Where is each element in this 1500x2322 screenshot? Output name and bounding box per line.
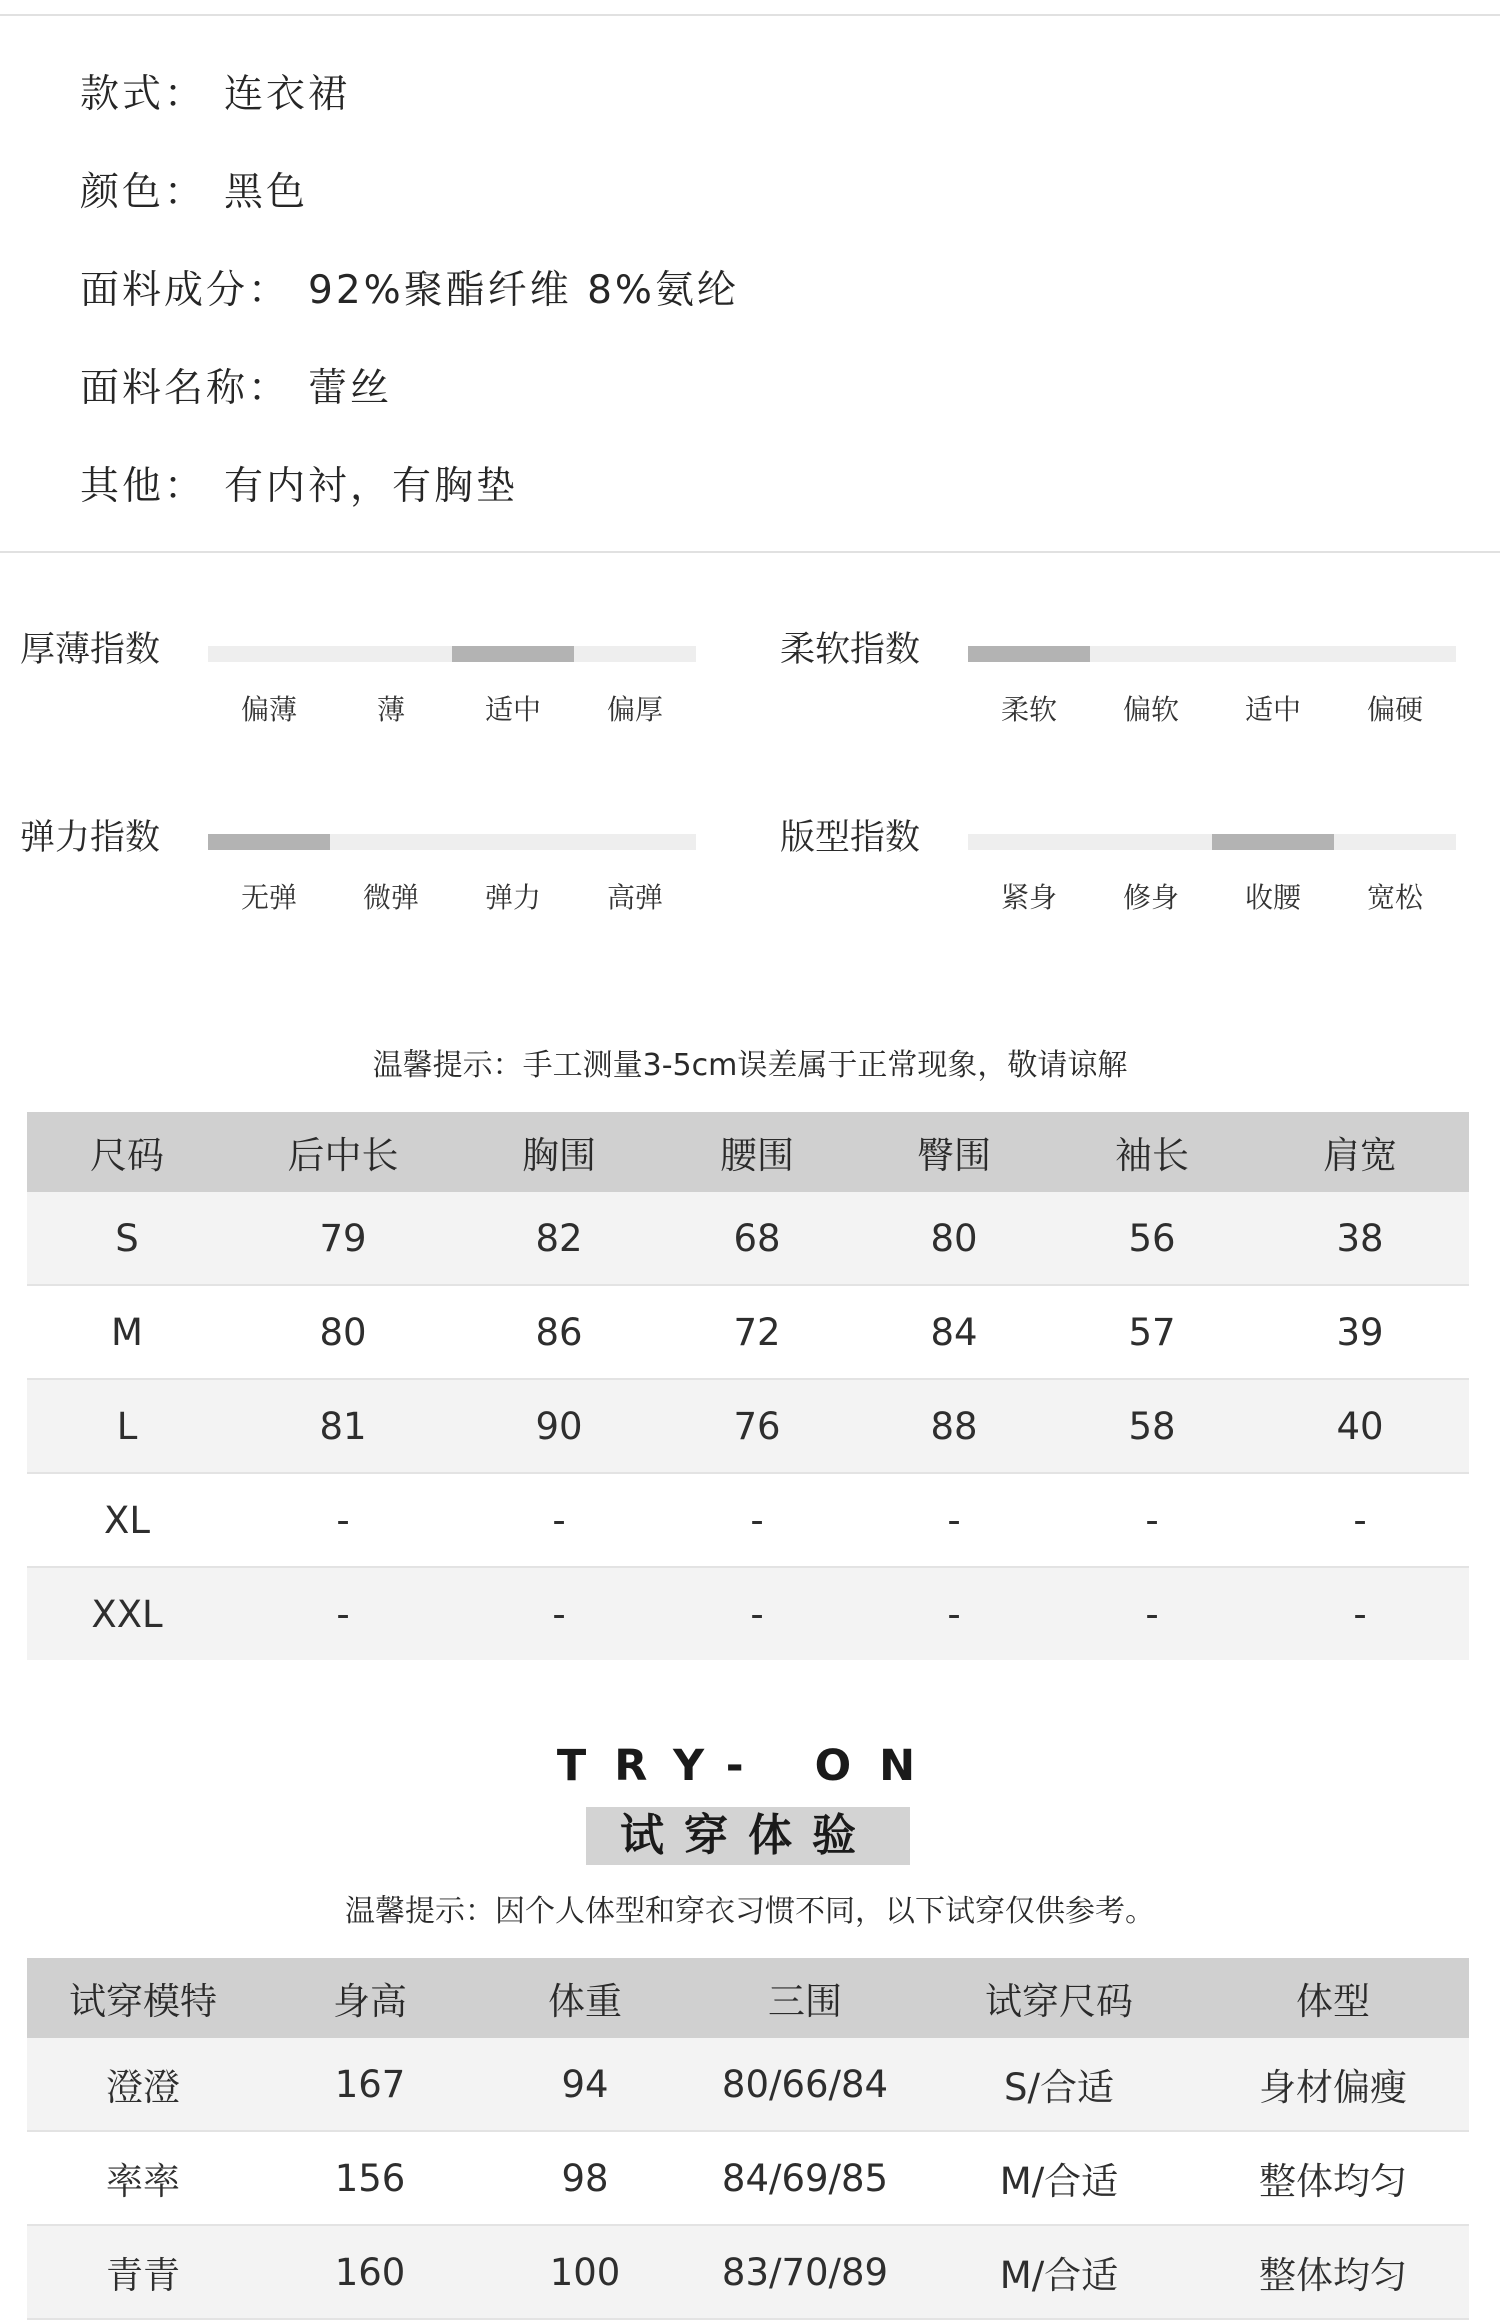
table-cell: 94 (481, 2038, 689, 2131)
table-row (27, 2131, 1469, 2225)
index-bar-fill (452, 646, 574, 662)
table-cell: L (27, 1379, 227, 1473)
index-option: 无弹 (240, 881, 298, 914)
table-cell: - (227, 1567, 459, 1660)
column-header: 袖长 (1053, 1112, 1251, 1192)
index-bar-fill (208, 834, 330, 850)
attr-color: 颜色： 黑色 (80, 170, 309, 215)
table-cell: 84/69/85 (689, 2131, 921, 2225)
index-option: 收腰 (1244, 881, 1302, 914)
table-cell: 86 (459, 1285, 659, 1379)
table-cell: 80 (855, 1192, 1053, 1285)
table-cell: 81 (227, 1379, 459, 1473)
index-option: 偏硬 (1366, 693, 1424, 726)
table-cell: XXL (27, 1567, 227, 1660)
table-cell: 90 (459, 1379, 659, 1473)
table-cell: 82 (459, 1192, 659, 1285)
table-cell: 68 (659, 1192, 855, 1285)
table-row (27, 2225, 1469, 2319)
column-header: 体重 (481, 1958, 689, 2038)
table-cell: 38 (1251, 1192, 1469, 1285)
table-cell: 58 (1053, 1379, 1251, 1473)
table-row (27, 1192, 1469, 1285)
table-cell: 84 (855, 1285, 1053, 1379)
table-cell: 167 (259, 2038, 481, 2131)
table-row (27, 1379, 1469, 1473)
top-divider (0, 14, 1500, 16)
column-header: 肩宽 (1251, 1112, 1469, 1192)
attr-composition: 面料成分： 92%聚酯纤维 8%氨纶 (80, 268, 739, 313)
table-cell: 88 (855, 1379, 1053, 1473)
table-cell: - (659, 1473, 855, 1567)
index-option: 偏薄 (240, 693, 298, 726)
attr-other: 其他： 有内衬，有胸垫 (80, 464, 519, 509)
table-cell: - (855, 1567, 1053, 1660)
index-bar-fill (968, 646, 1090, 662)
column-header: 尺码 (27, 1112, 227, 1192)
column-header: 胸围 (459, 1112, 659, 1192)
index-label: 版型指数 (780, 818, 921, 858)
table-cell: - (1053, 1567, 1251, 1660)
table-cell: 整体均匀 (1197, 2131, 1469, 2225)
index-option: 适中 (484, 693, 542, 726)
table-cell: M/合适 (921, 2131, 1197, 2225)
table-cell: 79 (227, 1192, 459, 1285)
index-label: 柔软指数 (780, 630, 921, 670)
index-option: 偏厚 (606, 693, 664, 726)
table-cell: 160 (259, 2225, 481, 2319)
table-cell: 100 (481, 2225, 689, 2319)
table-cell: M (27, 1285, 227, 1379)
table-row (27, 2038, 1469, 2131)
table-cell: S/合适 (921, 2038, 1197, 2131)
index-bar (208, 834, 696, 850)
table-cell: 39 (1251, 1285, 1469, 1379)
index-option: 柔软 (1000, 693, 1058, 726)
index-option: 宽松 (1366, 881, 1424, 914)
index-bar (968, 834, 1456, 850)
table-cell: - (459, 1473, 659, 1567)
table-cell: - (459, 1567, 659, 1660)
column-header: 试穿尺码 (921, 1958, 1197, 2038)
size-table-header (27, 1112, 1469, 1192)
table-cell: 72 (659, 1285, 855, 1379)
table-cell: - (659, 1567, 855, 1660)
index-option: 微弹 (362, 881, 420, 914)
table-cell: 40 (1251, 1379, 1469, 1473)
tryon-table (27, 1958, 1469, 2320)
attr-style: 款式： 连衣裙 (80, 72, 351, 117)
table-cell: - (1251, 1567, 1469, 1660)
index-bar-fill (1212, 834, 1334, 850)
table-cell: S (27, 1192, 227, 1285)
column-header: 腰围 (659, 1112, 855, 1192)
section-divider (0, 551, 1500, 553)
table-row (27, 1567, 1469, 1660)
column-header: 臀围 (855, 1112, 1053, 1192)
table-cell: - (1053, 1473, 1251, 1567)
product-attributes (80, 62, 739, 552)
table-cell: 率率 (27, 2131, 259, 2225)
table-cell: 80 (227, 1285, 459, 1379)
table-cell: - (227, 1473, 459, 1567)
table-cell: XL (27, 1473, 227, 1567)
index-bar (208, 646, 696, 662)
index-option: 薄 (376, 693, 406, 726)
attr-fabric-name: 面料名称： 蕾丝 (80, 366, 393, 411)
table-cell: 青青 (27, 2225, 259, 2319)
column-header: 三围 (689, 1958, 921, 2038)
table-cell: M/合适 (921, 2225, 1197, 2319)
column-header: 后中长 (227, 1112, 459, 1192)
size-table (27, 1112, 1469, 1660)
index-option: 弹力 (484, 881, 542, 914)
index-label: 厚薄指数 (20, 630, 161, 670)
index-label: 弹力指数 (20, 818, 161, 858)
table-cell: 57 (1053, 1285, 1251, 1379)
tryon-title: TRY- ON (556, 1741, 944, 1791)
table-cell: 80/66/84 (689, 2038, 921, 2131)
table-cell: - (1251, 1473, 1469, 1567)
index-option: 紧身 (1000, 881, 1058, 914)
size-measure-note: 温馨提示：手工测量3-5cm误差属于正常现象，敬请谅解 (372, 1048, 1128, 1083)
column-header: 身高 (259, 1958, 481, 2038)
index-option: 高弹 (606, 881, 664, 914)
table-cell: 56 (1053, 1192, 1251, 1285)
index-option: 偏软 (1122, 693, 1180, 726)
tryon-subtitle: 试穿体验 (586, 1807, 910, 1865)
column-header: 试穿模特 (27, 1958, 259, 2038)
table-cell: 83/70/89 (689, 2225, 921, 2319)
index-option: 适中 (1244, 693, 1302, 726)
table-cell: - (855, 1473, 1053, 1567)
tryon-table-header (27, 1958, 1469, 2038)
index-bar (968, 646, 1456, 662)
table-cell: 身材偏瘦 (1197, 2038, 1469, 2131)
table-cell: 98 (481, 2131, 689, 2225)
tryon-note: 温馨提示：因个人体型和穿衣习惯不同，以下试穿仅供参考。 (345, 1894, 1155, 1929)
table-row (27, 1473, 1469, 1567)
index-option: 修身 (1122, 881, 1180, 914)
table-cell: 整体均匀 (1197, 2225, 1469, 2319)
table-cell: 156 (259, 2131, 481, 2225)
column-header: 体型 (1197, 1958, 1469, 2038)
table-cell: 澄澄 (27, 2038, 259, 2131)
table-row (27, 1285, 1469, 1379)
table-cell: 76 (659, 1379, 855, 1473)
